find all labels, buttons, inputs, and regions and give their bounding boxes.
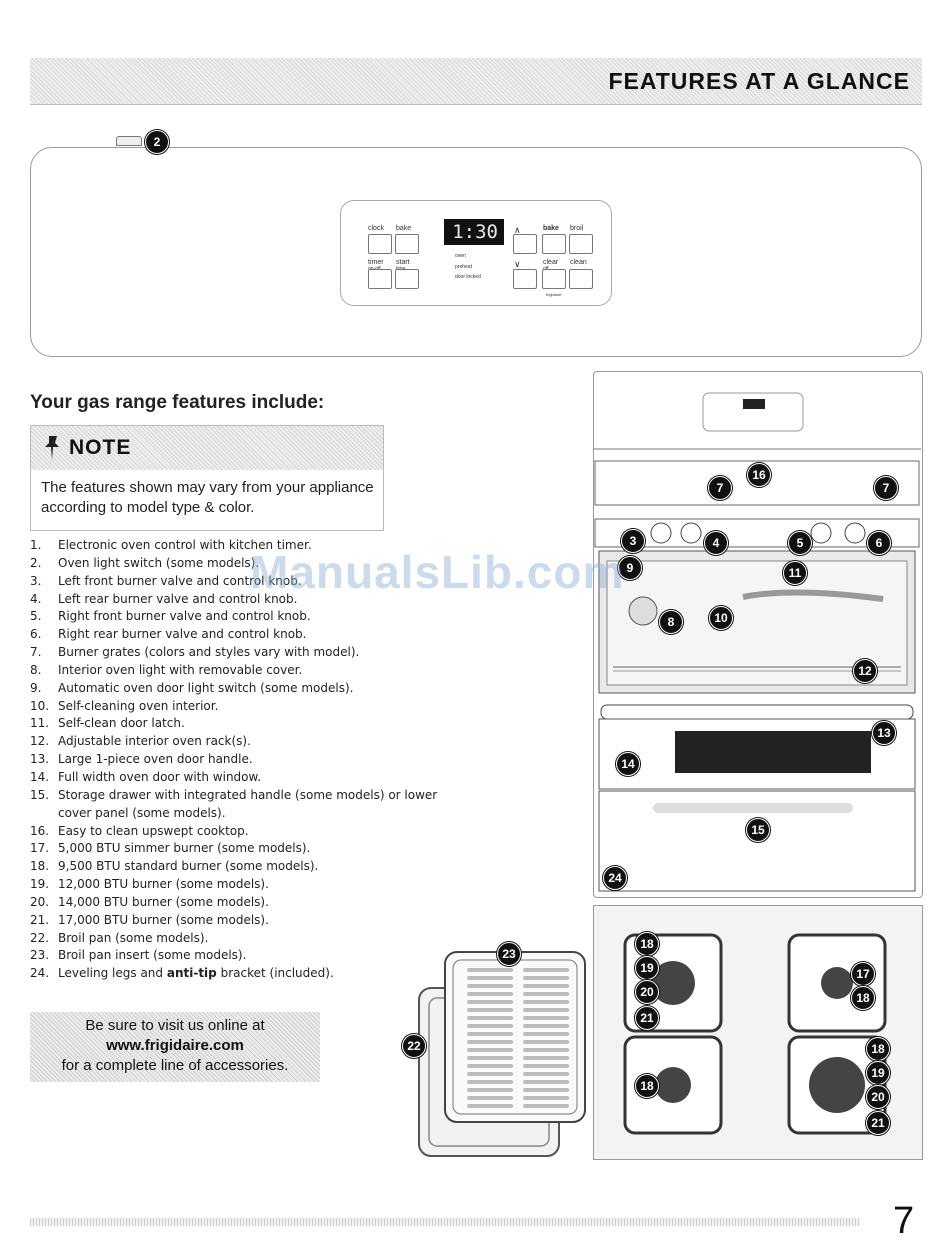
callout-15: 15 [746, 818, 770, 842]
list-item-number: 13. [30, 752, 50, 767]
broil-pan-slot [523, 1040, 569, 1044]
callout-18-b: 18 [851, 986, 875, 1010]
broil-pan-slot [523, 1064, 569, 1068]
list-item-text: Right front burner valve and control knob. [58, 609, 311, 624]
callout-21-b: 21 [866, 1111, 890, 1135]
broil-pan-slot [467, 984, 513, 988]
list-item-number: 24. [30, 966, 50, 981]
broil-pan-slot [523, 1104, 569, 1108]
callout-19-a: 19 [635, 956, 659, 980]
list-item-text: Broil pan insert (some models). [58, 948, 247, 963]
list-item [30, 965, 460, 983]
clock-label: clock [368, 225, 384, 232]
broil-pan-slot [467, 1072, 513, 1076]
callout-20-a: 20 [635, 980, 659, 1004]
list-item-number: 6. [30, 627, 42, 642]
list-item-text: Left rear burner valve and control knob. [58, 591, 298, 606]
callout-21-a: 21 [635, 1006, 659, 1030]
clear-sub-label: off [543, 266, 549, 272]
broil-pan-slot [523, 1024, 569, 1028]
list-item-text: Interior oven light with removable cover. [58, 662, 303, 677]
list-item-text: Automatic oven door light switch (some models). [58, 680, 354, 695]
list-item [30, 662, 460, 680]
broil-pan-slot [523, 1080, 569, 1084]
callout-17: 17 [851, 962, 875, 986]
list-item-text: Storage drawer with integrated handle (some models) or lower cover panel (some models). [58, 787, 438, 820]
oven-light-switch [116, 136, 142, 146]
visit-line-1: Be sure to visit us online at [85, 1017, 265, 1034]
bake-button [542, 234, 566, 254]
broil-pan-slot [467, 1008, 513, 1012]
callout-8: 8 [659, 610, 683, 634]
list-item-number: 5. [30, 609, 42, 624]
visit-line-3: for a complete line of accessories. [61, 1057, 289, 1074]
broil-label: broil [570, 225, 584, 232]
list-item [30, 858, 460, 876]
callout-20-b: 20 [866, 1085, 890, 1109]
callout-6: 6 [867, 531, 891, 555]
list-item-text: 9,500 BTU standard burner (some models). [58, 859, 319, 874]
list-item-number: 21. [30, 912, 50, 927]
broil-pan-slot [467, 992, 513, 996]
callout-10: 10 [709, 606, 733, 630]
electronic-control-panel [340, 200, 612, 306]
list-item-number: 19. [30, 877, 50, 892]
broil-pan-slot [467, 1040, 513, 1044]
broil-pan-slot [523, 992, 569, 996]
list-item-text: Leveling legs and anti-tip bracket (included). [58, 966, 334, 981]
anti-tip-emphasis: anti-tip [166, 966, 217, 981]
note-title: NOTE [69, 436, 132, 459]
list-item [30, 644, 460, 662]
broil-pan-slot [523, 1000, 569, 1004]
broil-pan-slot [467, 1000, 513, 1004]
broil-pan-slot [467, 968, 513, 972]
list-item-number: 9. [30, 680, 42, 695]
broil-pan-slot [467, 1104, 513, 1108]
broil-pan-slot [467, 1048, 513, 1052]
broil-pan-slot [467, 1080, 513, 1084]
indicator-preheat: preheat [455, 264, 472, 270]
time-display: 1:30 [444, 219, 504, 245]
list-item [30, 876, 460, 894]
section-title: Your gas range features include: [30, 392, 325, 413]
broil-pan-slot [467, 1096, 513, 1100]
up-button [513, 234, 537, 254]
visit-online-box [30, 1012, 320, 1082]
callout-19-b: 19 [866, 1061, 890, 1085]
callout-18-c: 18 [635, 1074, 659, 1098]
callout-4: 4 [704, 531, 728, 555]
broil-pan-slot [467, 1016, 513, 1020]
list-item-text: 12,000 BTU burner (some models). [58, 877, 269, 892]
list-item-text: Easy to clean upswept cooktop. [58, 823, 249, 838]
broil-pan-slot [523, 976, 569, 980]
list-item [30, 840, 460, 858]
callout-13: 13 [872, 721, 896, 745]
clean-button [569, 269, 593, 289]
list-item [30, 823, 460, 841]
broil-pan-slot [523, 984, 569, 988]
broil-pan-slot [467, 976, 513, 980]
footer-bar [30, 1218, 860, 1226]
clock-button [368, 234, 392, 254]
clear-button [542, 269, 566, 289]
up-arrow-label: ∧ [514, 225, 521, 235]
list-item [30, 733, 460, 751]
down-arrow-label: ∨ [514, 259, 521, 269]
list-item-text: Self-clean door latch. [58, 716, 185, 731]
list-item-text: Left front burner valve and control knob. [58, 573, 302, 588]
bake-label: bake [543, 225, 559, 232]
page-title: FEATURES AT A GLANCE [608, 68, 910, 94]
list-item [30, 947, 460, 965]
callout-7-right: 7 [874, 476, 898, 500]
callout-7-left: 7 [708, 476, 732, 500]
list-item-text: Broil pan (some models). [58, 930, 209, 945]
callout-16: 16 [747, 463, 771, 487]
list-item-number: 14. [30, 769, 50, 784]
broil-pan-slot [523, 1016, 569, 1020]
list-item-text: Adjustable interior oven rack(s). [58, 734, 251, 749]
feature-list [30, 537, 460, 983]
start-sub-label: time [396, 266, 406, 272]
page-number: 7 [893, 1200, 915, 1242]
list-item-number: 22. [30, 930, 50, 945]
list-item [30, 912, 460, 930]
list-item [30, 626, 460, 644]
start-label: start [396, 259, 410, 266]
callout-18-d: 18 [866, 1037, 890, 1061]
callout-3: 3 [621, 529, 645, 553]
list-item-number: 20. [30, 894, 50, 909]
callout-5: 5 [788, 531, 812, 555]
list-item-number: 10. [30, 698, 50, 713]
note-header [31, 426, 383, 470]
broil-pan-slot [467, 1056, 513, 1060]
list-item-text: Right rear burner valve and control knob. [58, 627, 307, 642]
clean-label: clean [570, 259, 587, 266]
list-item [30, 894, 460, 912]
bake-time-label: bake [396, 225, 412, 232]
callout-11: 11 [783, 561, 807, 585]
list-item-text: 5,000 BTU simmer burner (some models). [58, 841, 311, 856]
list-item-text: Self-cleaning oven interior. [58, 698, 219, 713]
callout-12: 12 [853, 659, 877, 683]
visit-url: www.frigidaire.com [106, 1037, 244, 1054]
callout-24: 24 [603, 866, 627, 890]
watermark: ManualsLib.com [250, 546, 625, 598]
list-item-number: 11. [30, 716, 50, 731]
indicator-oven: oven [455, 253, 466, 259]
note-box [30, 425, 384, 531]
callout-2: 2 [145, 130, 169, 154]
list-item-number: 7. [30, 645, 42, 660]
start-button [395, 269, 419, 289]
list-item-number: 12. [30, 734, 50, 749]
broil-pan-slot [523, 1032, 569, 1036]
list-item [30, 715, 460, 733]
note-text: The features shown may vary from your appliance according to model type & color. [41, 479, 374, 516]
list-item-number: 17. [30, 841, 50, 856]
list-item [30, 608, 460, 626]
bake-time-button [395, 234, 419, 254]
list-item [30, 787, 460, 823]
list-item-text: Burner grates (colors and styles vary with model). [58, 645, 360, 660]
list-item-number: 8. [30, 662, 42, 677]
broil-pan-slot [523, 1056, 569, 1060]
broil-pan-slot [523, 1048, 569, 1052]
list-item-text: 17,000 BTU burner (some models). [58, 912, 269, 927]
timer-button [368, 269, 392, 289]
broil-button [569, 234, 593, 254]
callout-18-a: 18 [635, 932, 659, 956]
list-item-text: 14,000 BTU burner (some models). [58, 894, 269, 909]
callout-23: 23 [497, 942, 521, 966]
list-item [30, 751, 460, 769]
broil-pan-slot [467, 1032, 513, 1036]
list-item-number: 1. [30, 538, 42, 552]
broil-pan-slot [523, 1088, 569, 1092]
broil-pan-slot [467, 1088, 513, 1092]
timer-label: timer [368, 259, 384, 266]
broil-pan-slot [523, 1096, 569, 1100]
callout-14: 14 [616, 752, 640, 776]
list-item-text: Large 1-piece oven door handle. [58, 752, 253, 767]
list-item [30, 680, 460, 698]
list-item-text: Full width oven door with window. [58, 769, 262, 784]
list-item-number: 18. [30, 859, 50, 874]
indicator-door-locked: door locked [455, 274, 481, 280]
broil-pan-slot [467, 1024, 513, 1028]
broil-pan-slot [523, 968, 569, 972]
list-item [30, 930, 460, 948]
list-item-number: 3. [30, 573, 42, 588]
list-item-number: 16. [30, 823, 50, 838]
list-item-number: 15. [30, 787, 50, 802]
broil-pan-slot [523, 1072, 569, 1076]
list-item-text: Electronic oven control with kitchen timer. [58, 538, 312, 552]
broil-pan-slot [467, 1064, 513, 1068]
brand-label: frigidaire [546, 292, 562, 297]
broil-pan-illustration [415, 948, 590, 1160]
clear-label: clear [543, 259, 559, 266]
list-item-number: 2. [30, 555, 42, 570]
down-button [513, 269, 537, 289]
timer-sub-label: on-off [368, 266, 381, 272]
callout-9: 9 [618, 556, 642, 580]
list-item-number: 4. [30, 591, 42, 606]
list-item-text: Oven light switch (some models). [58, 555, 260, 570]
broil-pan-slot [523, 1008, 569, 1012]
pushpin-icon [39, 434, 65, 462]
callout-22: 22 [402, 1034, 426, 1058]
list-item [30, 698, 460, 716]
list-item-number: 23. [30, 948, 50, 963]
list-item [30, 769, 460, 787]
